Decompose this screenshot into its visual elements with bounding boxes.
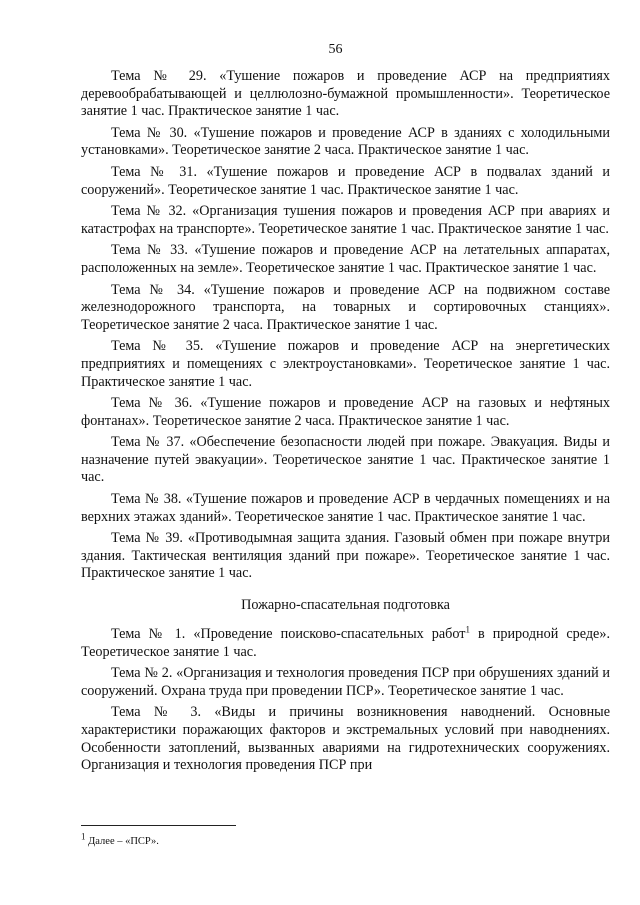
topic-32: Тема № 32. «Организация тушения пожаров и проведения АСР при авариях и катастрофах на транспорте». Теоретическое занятие 1 час. Практическое занятие 1 час. <box>81 203 610 237</box>
footnote-text: Далее – «ПСР». <box>85 836 159 847</box>
topic-39: Тема № 39. «Противодымная защита здания. Газовый обмен при пожаре внутри здания. Тактическая вентиляция зданий при пожаре». Теоретическое занятие 1 час. Практическое занятие 1 час. <box>81 530 610 582</box>
topic-29: Тема № 29. «Тушение пожаров и проведение АСР на предприятиях деревообрабатывающей и целлюлозно-бумажной промышленности». Теоретическое занятие 1 час. Практическое занятие 1 час. <box>81 68 610 120</box>
rescue-topic-2: Тема № 2. «Организация и технология проведения ПСР при обрушениях зданий и сооружений. Охрана труда при проведении ПСР». Теоретическое занятие 1 час. <box>81 665 610 699</box>
topic-37: Тема № 37. «Обеспечение безопасности людей при пожаре. Эвакуация. Виды и назначение путей эвакуации». Теоретическое занятие 1 час. Практическое занятие 1 час. <box>81 434 610 486</box>
footnote-number: 1 <box>81 831 86 842</box>
rescue-topic-1 <box>81 626 610 661</box>
topic-38: Тема № 38. «Тушение пожаров и проведение АСР в чердачных помещениях и на верхних этажах зданий». Теоретическое занятие 1 час. Практическое занятие 1 час. <box>81 491 610 525</box>
rescue-topic-1-text-cont: в природной среде». Теоретическое занятие 1 час. <box>81 626 610 660</box>
topic-33: Тема № 33. «Тушение пожаров и проведение АСР на летательных аппаратах, расположенных на земле». Теоретическое занятие 1 час. Практическое занятие 1 час. <box>81 242 610 276</box>
topic-30: Тема № 30. «Тушение пожаров и проведение АСР в зданиях с холодильными установками». Теоретическое занятие 2 часа. Практическое занятие 1 час. <box>81 124 610 159</box>
topic-36: Тема № 36. «Тушение пожаров и проведение АСР на газовых и нефтяных фонтанах». Теоретическое занятие 2 часа. Практическое занятие 1 час. <box>81 395 610 429</box>
section-heading: Пожарно-спасательная подготовка <box>241 597 450 614</box>
topic-31: Тема № 31. «Тушение пожаров и проведение АСР в подвалах зданий и сооружений». Теоретическое занятие 1 час. Практическое занятие 1 час. <box>81 163 610 198</box>
topic-34: Тема № 34. «Тушение пожаров и проведение АСР на подвижном составе железнодорожного транспорта, на товарных и сортировочных станциях». Теоретическое занятие 2 часа. Практическое занятие 1 час. <box>81 281 610 333</box>
rescue-topic-1-text: Тема № 1. «Проведение поисково-спасательных работ <box>111 626 466 643</box>
page-number: 56 <box>328 42 343 57</box>
footnote <box>81 831 159 847</box>
topic-35: Тема № 35. «Тушение пожаров и проведение АСР на энергетических предприятиях и помещениях с электроустановками». Теоретическое занятие 1 час. Практическое занятие 1 час. <box>81 338 610 390</box>
rescue-topic-3: Тема № 3. «Виды и причины возникновения наводнений. Основные характеристики поражающих факторов и экстремальных условий при наводнениях. Особенности затоплений, вызванных авариями на гидротехнических сооружениях. Организация и технология проведения ПСР при <box>81 704 610 774</box>
footnote-marker: 1 <box>465 624 470 635</box>
footnote-divider <box>81 825 236 826</box>
